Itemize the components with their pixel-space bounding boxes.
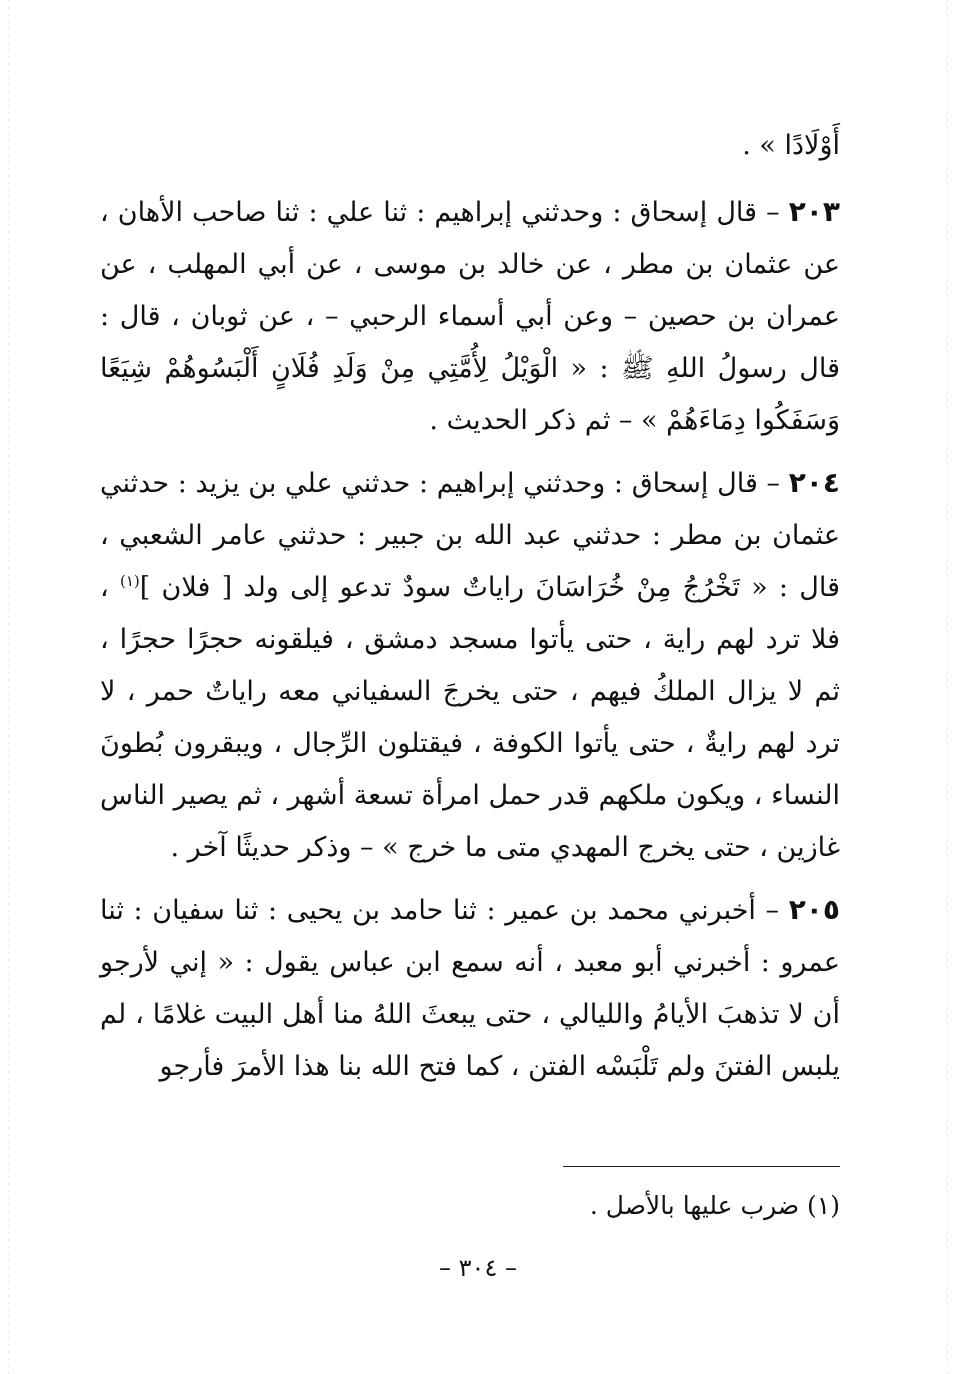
- main-text: [100, 120, 840, 1103]
- entry-number: ٢٠٣: [788, 195, 840, 228]
- entry-text: – أخبرني محمد بن عمير : ثنا حامد بن يحيى : ثنا سفيان : ثنا عمرو : أخبرني أبو معبد ، أنه سمع ابن عباس يقول : « إني لأرجو أن لا تذهبَ الأيامُ والليالي ، حتى يبعثَ اللهُ منا أهل البيت غلامًا ، لم يلبس الفتنَ ولم تَلْبَسْه الفتن ، كما فتح الله بنا هذا الأمرَ فأرجو: [100, 895, 840, 1082]
- footnote-reference: (١): [119, 572, 140, 590]
- entry-text-after-footnote: ، فلا ترد لهم راية ، حتى يأتوا مسجد دمشق ، فيلقونه حجرًا حجرًا ، ثم لا يزال الملكُ فيهم ، حتى يخرجَ السفياني معه راياتٌ حمر ، لا ترد لهم رايةٌ ، حتى يأتوا الكوفة ، فيقتلون الرِّجال ، ويبقرون بُطونَ النساء ، ويكون ملكهم قدر حمل امرأة تسعة أشهر ، ثم يصير الناس غازين ، حتى يخرج المهدي متى ما خرج » – وذكر حديثًا آخر .: [100, 572, 840, 863]
- footnote-text: (١) ضرب عليها بالأصل .: [589, 1191, 840, 1220]
- entry-number: ٢٠٥: [788, 893, 840, 926]
- continuation-line: [100, 120, 840, 172]
- page-number: – ٣٠٤ –: [439, 1254, 517, 1282]
- entry-text: – قال إسحاق : وحدثني إبراهيم : ثنا علي : ثنا صاحب الأهان ، عن عثمان بن مطر ، عن خالد بن موسى ، عن أبي المهلب ، عن عمران بن حصين – وعن أبي أسماء الرحبي – ، عن ثوبان ، قال : قال رسولُ اللهِ ﷺ : « الْوَيْلُ لِأُمَّتِي مِنْ وَلَدِ فُلَانٍ أَلْبَسُوهُمْ شِيَعًا وَسَفَكُوا دِمَاءَهُمْ » – ثم ذكر الحديث .: [100, 197, 840, 436]
- entry-number: ٢٠٤: [788, 466, 840, 499]
- footnote-divider: [563, 1166, 840, 1167]
- hadith-entry-205: [100, 884, 840, 1093]
- hadith-entry-203: [100, 186, 840, 447]
- footnote: [100, 1186, 840, 1226]
- hadith-entry-204: [100, 457, 840, 874]
- continuation-text: أَوْلَادًا » .: [742, 130, 840, 161]
- entry-text-before-footnote: – قال إسحاق : وحدثني إبراهيم : حدثني علي بن يزيد : حدثني عثمان بن مطر : حدثني عبد الله بن جبير : حدثني عامر الشعبي ، قال : « تَخْرُجُ مِنْ خُرَاسَانَ راياتٌ سودٌ تدعو إلى ولد [ فلان ]: [100, 468, 840, 603]
